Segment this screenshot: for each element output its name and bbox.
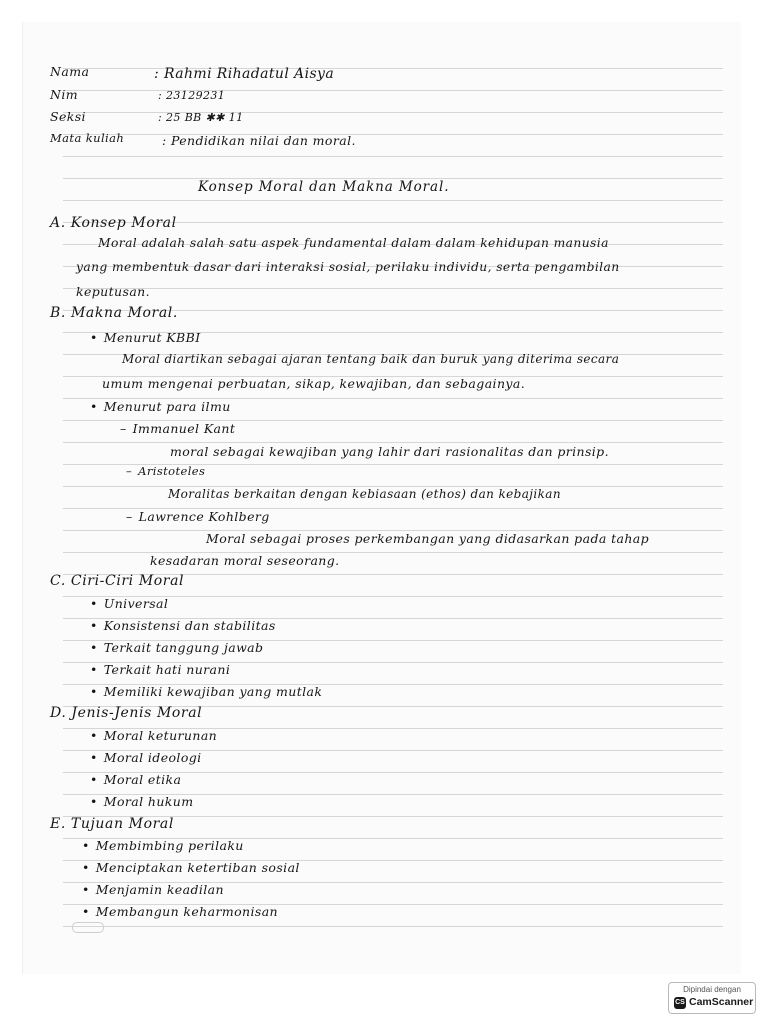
section-a-heading: A. Konsep Moral: [50, 215, 177, 231]
d-list-item: • Moral keturunan: [90, 728, 217, 743]
b-kohlberg-text-1: Moral sebagai proses perkembangan yang didasarkan pada tahap: [206, 531, 650, 546]
c-list-item: • Memiliki kewajiban yang mutlak: [90, 684, 322, 699]
e-list-item: • Membimbing perilaku: [82, 838, 244, 853]
nim-value: : 23129231: [158, 89, 226, 102]
e-list-item: • Membangun keharmonisan: [82, 904, 278, 919]
e-list-item: • Menciptakan ketertiban sosial: [82, 860, 300, 875]
b-kant-text: moral sebagai kewajiban yang lahir dari rasionalitas dan prinsip.: [170, 444, 609, 459]
nama-label: Nama: [50, 64, 90, 79]
b-aristoteles-text: Moralitas berkaitan dengan kebiasaan (ethos) dan kebajikan: [168, 487, 561, 501]
page-title: Konsep Moral dan Makna Moral.: [198, 179, 450, 195]
d-list-item: • Moral hukum: [90, 794, 193, 809]
section-b-heading: B. Makna Moral.: [50, 305, 178, 321]
watermark-brand: CamScanner: [689, 996, 754, 1008]
b-kbbi-bullet: • Menurut KBBI: [90, 330, 201, 345]
b-ahli-bullet: • Menurut para ilmu: [90, 399, 231, 414]
matkul-value: : Pendidikan nilai dan moral.: [162, 133, 356, 148]
ruled-line: [63, 926, 723, 927]
camscanner-logo-icon: CS: [674, 997, 686, 1009]
b-kant-item: – Immanuel Kant: [120, 421, 235, 436]
section-d-heading: D. Jenis-Jenis Moral: [50, 705, 203, 721]
section-a-text-3: keputusan.: [76, 284, 150, 299]
d-list-item: • Moral ideologi: [90, 750, 202, 765]
seksi-label: Seksi: [50, 109, 86, 124]
section-c-heading: C. Ciri-Ciri Moral: [50, 573, 185, 589]
page-number-mark: [72, 922, 104, 933]
section-e-heading: E. Tujuan Moral: [50, 816, 174, 832]
c-list-item: • Konsistensi dan stabilitas: [90, 618, 276, 633]
nama-value: : Rahmi Rihadatul Aisya: [154, 66, 335, 82]
seksi-value: : 25 BB ✱✱ 11: [158, 111, 244, 124]
ruled-line: [63, 442, 723, 443]
e-list-item: • Menjamin keadilan: [82, 882, 224, 897]
nim-label: Nim: [50, 87, 78, 102]
b-kbbi-text-2: umum mengenai perbuatan, sikap, kewajiban, dan sebagainya.: [102, 376, 526, 391]
c-list-item: • Terkait hati nurani: [90, 662, 230, 677]
b-kohlberg-item: – Lawrence Kohlberg: [126, 509, 270, 524]
c-list-item: • Terkait tanggung jawab: [90, 640, 263, 655]
ruled-line: [63, 200, 723, 201]
ruled-line: [63, 288, 723, 289]
section-a-text-1: Moral adalah salah satu aspek fundamental dalam dalam kehidupan manusia: [98, 236, 609, 250]
d-list-item: • Moral etika: [90, 772, 181, 787]
camscanner-watermark: [668, 982, 756, 1014]
b-kohlberg-text-2: kesadaran moral seseorang.: [150, 553, 340, 568]
c-list-item: • Universal: [90, 596, 168, 611]
matkul-label: Mata kuliah: [50, 131, 125, 145]
watermark-caption: Dipindai dengan: [683, 985, 741, 994]
ruled-line: [63, 156, 723, 157]
section-a-text-2: yang membentuk dasar dari interaksi sosial, perilaku individu, serta pengambilan: [76, 260, 620, 274]
b-aristoteles-item: – Aristoteles: [126, 464, 205, 478]
b-kbbi-text-1: Moral diartikan sebagai ajaran tentang baik dan buruk yang diterima secara: [122, 352, 620, 366]
